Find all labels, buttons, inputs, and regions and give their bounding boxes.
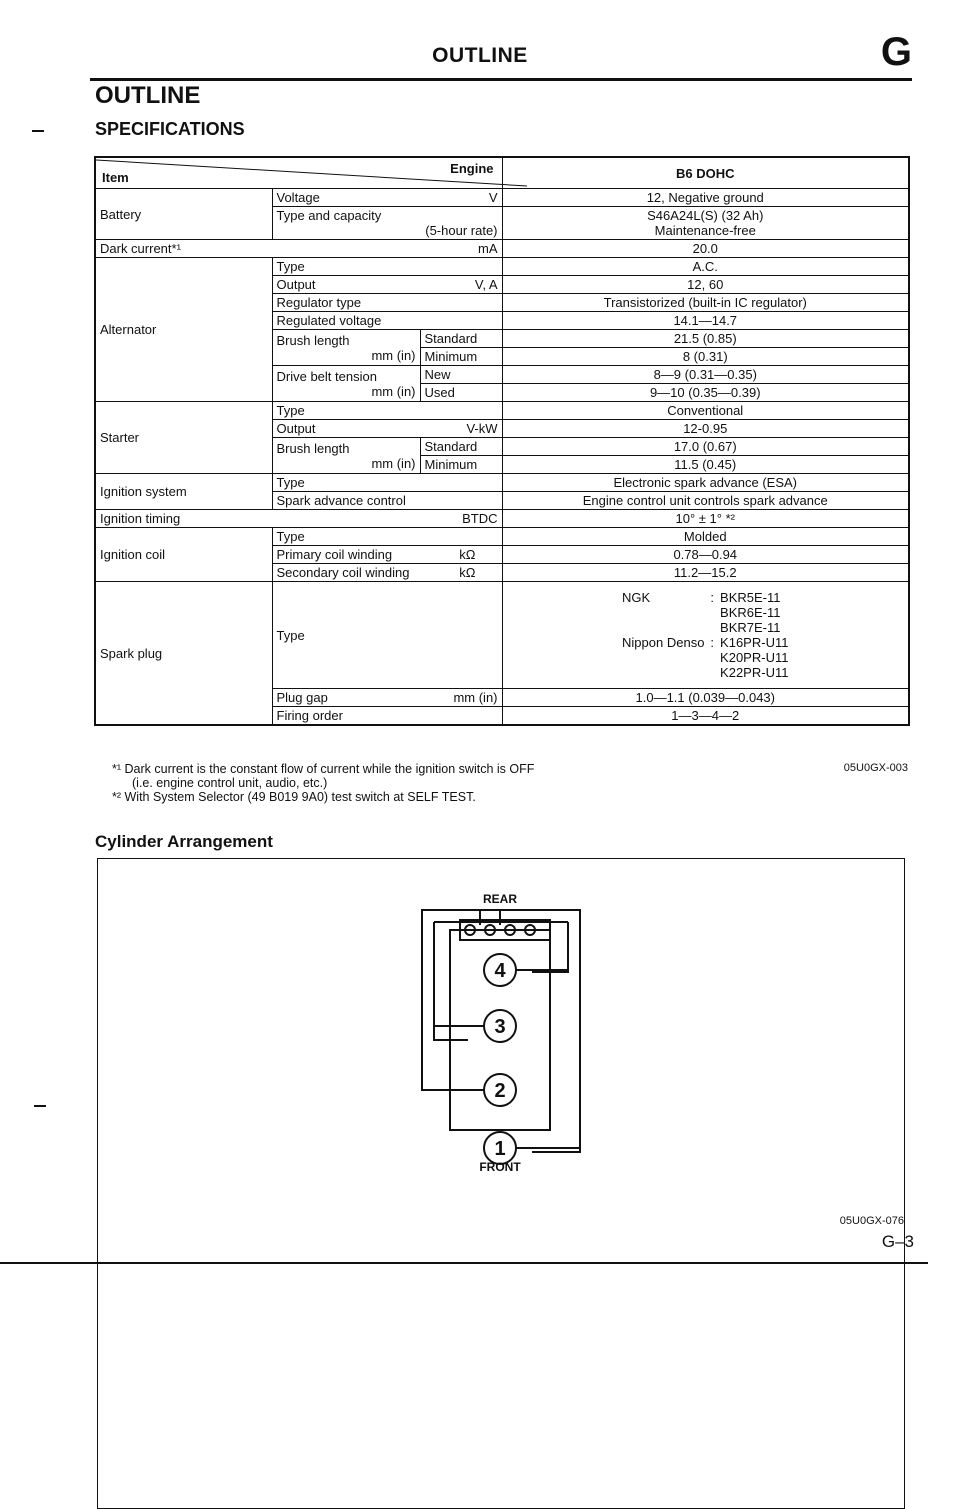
engine-name: B6 DOHC xyxy=(502,157,909,189)
value: 21.5 (0.85) xyxy=(502,330,909,348)
spark-plug-label: Spark plug xyxy=(95,582,272,726)
ignition-timing-label: Ignition timing xyxy=(100,511,181,526)
plug-brand: NGK xyxy=(622,590,651,605)
unit: kΩ xyxy=(459,565,476,580)
dark-current-label: Dark current*¹ xyxy=(100,241,181,256)
plug-model: BKR6E-11 xyxy=(720,605,781,620)
unit: mm (in) xyxy=(371,383,416,399)
footer-rule xyxy=(0,1262,928,1264)
unit: (5-hour rate) xyxy=(425,223,498,238)
param: Plug gap xyxy=(276,690,328,705)
item-header: Item xyxy=(102,170,129,185)
footnote-1-cont: (i.e. engine control unit, audio, etc.) xyxy=(132,776,328,790)
cylinder-3: 3 xyxy=(494,1016,506,1038)
plug-model: K22PR-U11 xyxy=(720,665,789,680)
value: 11.2—15.2 xyxy=(502,564,909,582)
unit: mA xyxy=(478,241,498,256)
margin-mark xyxy=(32,130,44,132)
sub-param: Used xyxy=(420,384,502,402)
unit: mm (in) xyxy=(371,455,416,471)
unit: V-kW xyxy=(466,421,498,436)
subsection-title: SPECIFICATIONS xyxy=(95,119,245,139)
battery-label: Battery xyxy=(95,189,272,240)
param: Type xyxy=(272,474,502,492)
value: A.C. xyxy=(502,258,909,276)
value: 9—10 (0.35—0.39) xyxy=(502,384,909,402)
section-title: OUTLINE xyxy=(95,82,201,109)
unit: BTDC xyxy=(462,511,498,526)
plug-model: K16PR-U11 xyxy=(720,635,789,650)
value: S46A24L(S) (32 Ah) xyxy=(647,208,764,223)
table-row xyxy=(95,474,909,492)
plug-model: K20PR-U11 xyxy=(720,650,789,665)
unit: V xyxy=(488,190,498,205)
table-header-row xyxy=(95,157,909,189)
param: Type xyxy=(272,402,502,420)
figure-ref: 05U0GX-003 xyxy=(843,762,908,774)
cylinder-diagram xyxy=(400,890,600,1180)
battery-voltage: Voltage xyxy=(276,190,320,205)
value: 0.78—0.94 xyxy=(502,546,909,564)
param: Regulated voltage xyxy=(272,312,502,330)
specifications-table xyxy=(94,156,910,726)
battery-capacity: Type and capacity xyxy=(276,208,382,223)
table-row xyxy=(95,189,909,207)
param: Type xyxy=(272,258,502,276)
param: Type xyxy=(272,528,502,546)
param: Brush length xyxy=(276,332,350,348)
sub-param: Standard xyxy=(420,330,502,348)
unit: V, A xyxy=(474,277,498,292)
param: Type xyxy=(272,582,502,689)
value: 12-0.95 xyxy=(502,420,909,438)
table-row xyxy=(95,528,909,546)
table-row xyxy=(95,258,909,276)
param: Output xyxy=(276,277,316,292)
param: Output xyxy=(276,421,316,436)
table-row xyxy=(95,240,909,258)
value: Engine control unit controls spark advance xyxy=(502,492,909,510)
engine-header: Engine xyxy=(450,161,494,176)
plug-brand: Nippon Denso xyxy=(622,635,705,650)
value: Electronic spark advance (ESA) xyxy=(502,474,909,492)
front-label: FRONT xyxy=(479,1160,521,1174)
param: Drive belt tension xyxy=(276,368,377,384)
param: Firing order xyxy=(272,707,502,726)
sub-param: Standard xyxy=(420,438,502,456)
sub-param: Minimum xyxy=(420,456,502,474)
cylinder-2: 2 xyxy=(494,1080,506,1102)
section-letter: G xyxy=(880,30,912,74)
unit: mm (in) xyxy=(371,347,416,363)
value: Conventional xyxy=(502,402,909,420)
sub-param: Minimum xyxy=(420,348,502,366)
value: Molded xyxy=(502,528,909,546)
sub-param: New xyxy=(420,366,502,384)
footnote-1: *¹ Dark current is the constant flow of current while the ignition switch is OFF xyxy=(112,762,535,776)
param: Spark advance control xyxy=(272,492,502,510)
header-rule xyxy=(90,78,912,81)
alternator-label: Alternator xyxy=(95,258,272,402)
margin-mark xyxy=(34,1105,46,1107)
value: Maintenance-free xyxy=(654,223,756,238)
value: 8—9 (0.31—0.35) xyxy=(502,366,909,384)
unit: kΩ xyxy=(459,547,476,562)
unit: mm (in) xyxy=(453,690,498,705)
value: 1—3—4—2 xyxy=(502,707,909,726)
separator: : xyxy=(710,635,715,650)
corner-cell xyxy=(95,157,502,189)
table-row xyxy=(95,582,909,689)
param: Secondary coil winding xyxy=(276,565,410,580)
cylinder-1: 1 xyxy=(494,1138,506,1160)
value: 17.0 (0.67) xyxy=(502,438,909,456)
ignition-coil-label: Ignition coil xyxy=(95,528,272,582)
value: 11.5 (0.45) xyxy=(502,456,909,474)
cylinder-title: Cylinder Arrangement xyxy=(95,832,273,851)
value: 12, Negative ground xyxy=(502,189,909,207)
plug-types xyxy=(502,582,909,689)
plug-model: BKR7E-11 xyxy=(720,620,781,635)
value: 20.0 xyxy=(502,240,909,258)
ignition-system-label: Ignition system xyxy=(95,474,272,510)
rear-label: REAR xyxy=(482,892,517,906)
page-number: G–3 xyxy=(881,1232,914,1251)
value: Transistorized (built-in IC regulator) xyxy=(502,294,909,312)
param: Regulator type xyxy=(272,294,502,312)
table-row xyxy=(95,510,909,528)
cylinder-4: 4 xyxy=(494,960,506,982)
running-header-title: OUTLINE xyxy=(432,44,528,67)
separator: : xyxy=(710,590,715,605)
param: Primary coil winding xyxy=(276,547,393,562)
footnote-2: *² With System Selector (49 B019 9A0) test switch at SELF TEST. xyxy=(112,790,476,804)
value: 1.0—1.1 (0.039—0.043) xyxy=(502,689,909,707)
figure-ref-2: 05U0GX-076 xyxy=(839,1215,904,1227)
value: 10° ± 1° *² xyxy=(502,510,909,528)
plug-model: BKR5E-11 xyxy=(720,590,781,605)
value: 12, 60 xyxy=(502,276,909,294)
table-row xyxy=(95,402,909,420)
value: 14.1—14.7 xyxy=(502,312,909,330)
value: 8 (0.31) xyxy=(502,348,909,366)
starter-label: Starter xyxy=(95,402,272,474)
param: Brush length xyxy=(276,440,350,456)
